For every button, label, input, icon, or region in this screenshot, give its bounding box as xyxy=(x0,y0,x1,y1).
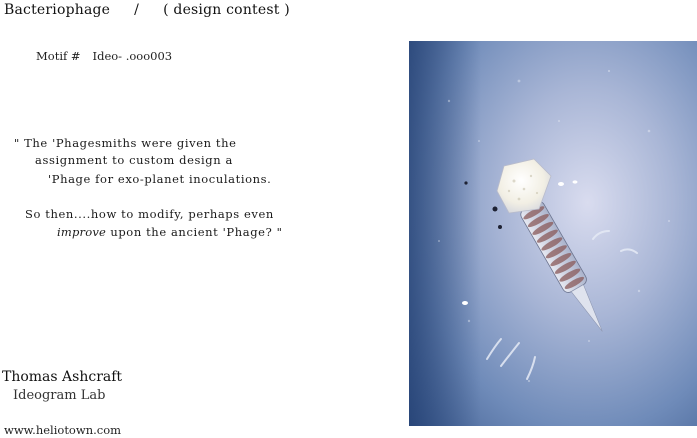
quote-emphasis: improve xyxy=(57,225,107,239)
motif-label: Motif # xyxy=(36,49,81,63)
title-separator: / xyxy=(134,2,140,18)
motif-value: Ideo- .ooo003 xyxy=(92,49,173,63)
quote-line-3: 'Phage for exo-planet inoculations. xyxy=(48,172,272,186)
quote-line-1: " The 'Phagesmiths were given the xyxy=(14,136,237,150)
page-header xyxy=(4,2,290,18)
quote-line-2: assignment to custom design a xyxy=(35,153,233,167)
quote-line-5-rest: upon the ancient 'Phage? " xyxy=(106,225,283,239)
page-subtitle: ( design contest ) xyxy=(163,2,290,18)
page-title: Bacteriophage xyxy=(4,2,111,18)
quote-line-4: So then....how to modify, perhaps even xyxy=(25,207,274,221)
photo-illustration xyxy=(409,41,697,426)
motif-number xyxy=(36,49,172,63)
quote-line-5 xyxy=(57,225,283,239)
bacteriophage-photo xyxy=(409,41,697,426)
author-name: Thomas Ashcraft xyxy=(2,369,123,385)
lab-name: Ideogram Lab xyxy=(13,388,106,403)
website-link[interactable]: www.heliotown.com xyxy=(4,423,122,437)
